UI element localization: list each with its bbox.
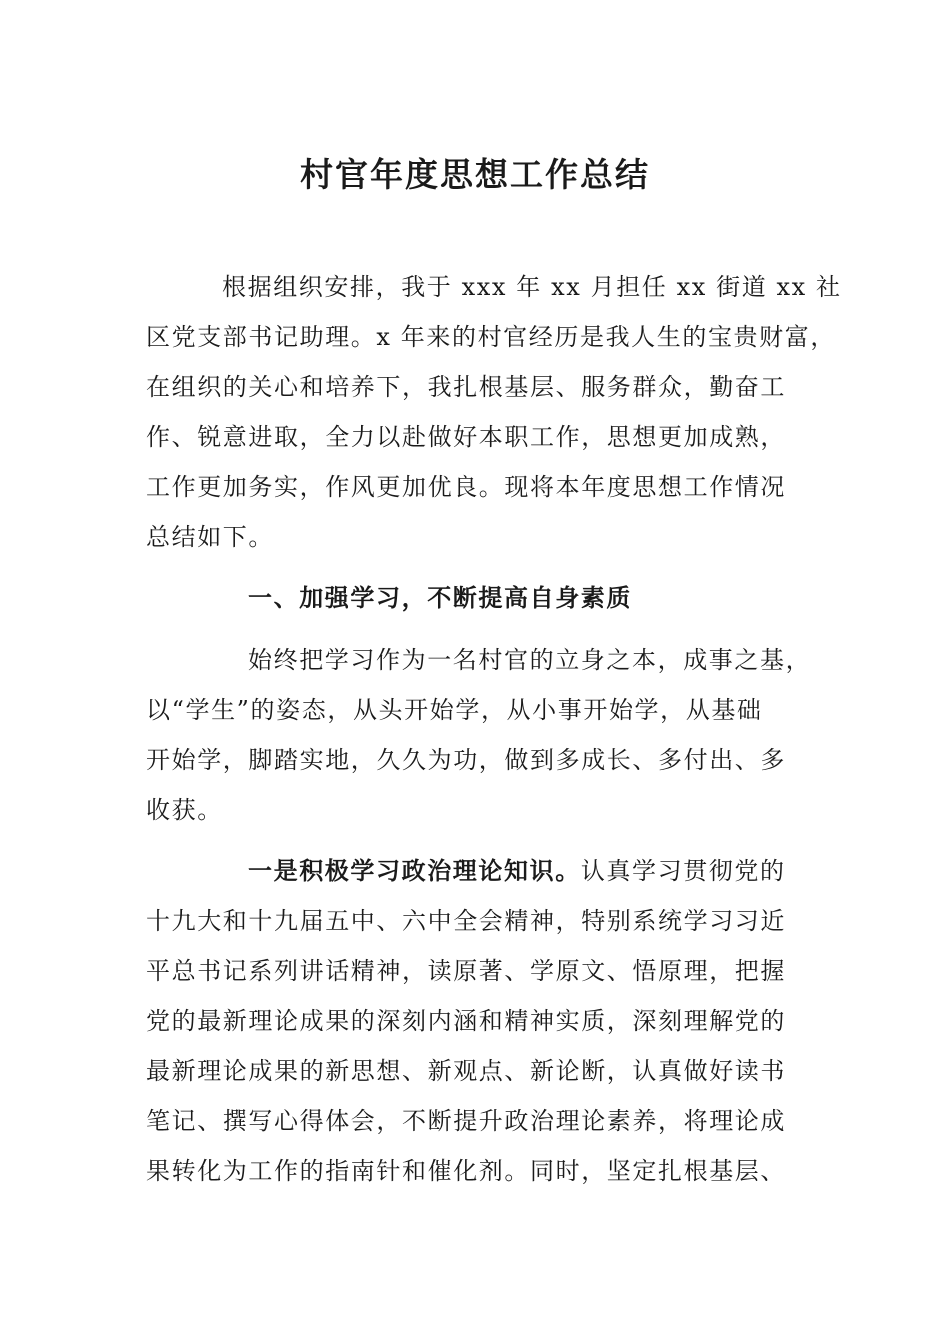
point1-line-6: 笔记、撰写心得体会，不断提升政治理论素养，将理论成 bbox=[146, 1107, 786, 1135]
document-title: 村官年度思想工作总结 bbox=[300, 155, 650, 194]
point1-line-3: 平总书记系列讲话精神，读原著、学原文、悟原理，把握 bbox=[146, 957, 786, 985]
point1-first-line bbox=[248, 854, 786, 888]
section-para-line-1: 始终把学习作为一名村官的立身之本，成事之基， bbox=[248, 646, 812, 674]
point1-lead-text: 认真学习贯彻党的 bbox=[580, 857, 786, 885]
section-para-line-3: 开始学，脚踏实地，久久为功，做到多成长、多付出、多 bbox=[146, 746, 786, 774]
section-para-line-2: 以“学生”的姿态，从头开始学，从小事开始学，从基础 bbox=[146, 696, 763, 724]
point1-line-2: 十九大和十九届五中、六中全会精神，特别系统学习习近 bbox=[146, 907, 786, 935]
point1-line-4: 党的最新理论成果的深刻内涵和精神实质，深刻理解党的 bbox=[146, 1007, 786, 1035]
point1-line-7: 果转化为工作的指南针和催化剂。同时，坚定扎根基层、 bbox=[146, 1157, 786, 1185]
intro-line-2: 区党支部书记助理。x 年来的村官经历是我人生的宝贵财富， bbox=[146, 323, 836, 351]
section-heading: 一、加强学习，不断提高自身素质 bbox=[248, 583, 632, 612]
point1-line-5: 最新理论成果的新思想、新观点、新论断，认真做好读书 bbox=[146, 1057, 786, 1085]
point1-bold-lead: 一是积极学习政治理论知识。 bbox=[248, 856, 581, 885]
intro-line-1: 根据组织安排，我于 xxx 年 xx 月担任 xx 街道 xx 社 bbox=[222, 273, 842, 301]
section-para-line-4: 收获。 bbox=[146, 796, 223, 824]
intro-line-3: 在组织的关心和培养下，我扎根基层、服务群众，勤奋工 bbox=[146, 373, 786, 401]
intro-line-6: 总结如下。 bbox=[146, 523, 274, 551]
intro-line-5: 工作更加务实，作风更加优良。现将本年度思想工作情况 bbox=[146, 473, 786, 501]
intro-line-4: 作、锐意进取，全力以赴做好本职工作，思想更加成熟， bbox=[146, 423, 786, 451]
